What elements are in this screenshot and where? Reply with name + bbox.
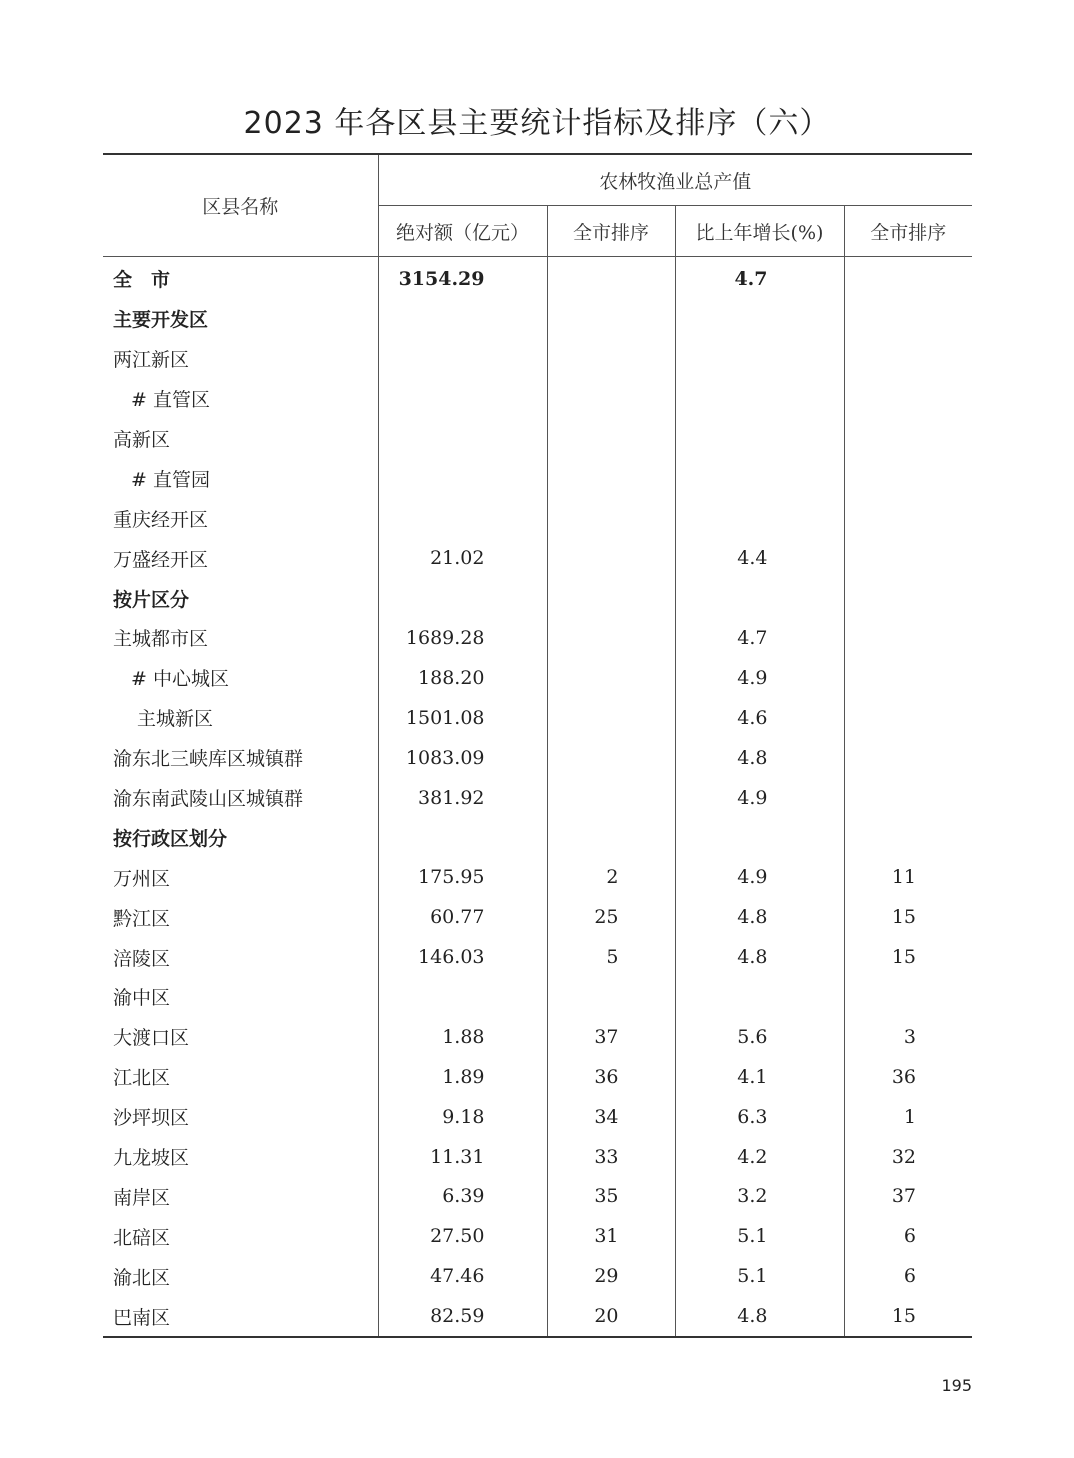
row-growth: 4.8 bbox=[675, 738, 844, 778]
table-row bbox=[103, 778, 972, 818]
table-row bbox=[103, 379, 972, 419]
row-growth-rank bbox=[844, 339, 972, 379]
table-row bbox=[103, 618, 972, 658]
row-amount bbox=[378, 299, 547, 339]
row-growth-rank: 15 bbox=[844, 897, 972, 937]
row-growth bbox=[675, 299, 844, 339]
row-name: 渝东南武陵山区城镇群 bbox=[113, 788, 304, 811]
row-amount-rank bbox=[547, 618, 675, 658]
table-row bbox=[103, 897, 972, 937]
row-growth: 4.2 bbox=[675, 1137, 844, 1177]
row-amount: 1501.08 bbox=[378, 698, 547, 738]
row-amount: 11.31 bbox=[378, 1137, 547, 1177]
row-growth bbox=[675, 977, 844, 1017]
row-growth bbox=[675, 458, 844, 498]
row-growth: 4.9 bbox=[675, 857, 844, 897]
row-growth-rank: 11 bbox=[844, 857, 972, 897]
row-name: 主城都市区 bbox=[113, 628, 209, 651]
row-name: 渝中区 bbox=[113, 987, 171, 1010]
row-growth-rank: 6 bbox=[844, 1256, 972, 1296]
row-name: 黔江区 bbox=[113, 907, 171, 930]
header-district-name: 区县名称 bbox=[103, 154, 378, 257]
table-row bbox=[103, 937, 972, 977]
table-header bbox=[103, 154, 972, 257]
table-row bbox=[103, 857, 972, 897]
row-amount-rank: 20 bbox=[547, 1296, 675, 1337]
row-growth-rank bbox=[844, 299, 972, 339]
row-name: 江北区 bbox=[113, 1067, 171, 1090]
row-amount-rank: 35 bbox=[547, 1176, 675, 1216]
row-growth-rank bbox=[844, 419, 972, 459]
row-amount-rank: 5 bbox=[547, 937, 675, 977]
row-amount-rank: 37 bbox=[547, 1017, 675, 1057]
row-amount-rank bbox=[547, 379, 675, 419]
row-amount bbox=[378, 817, 547, 857]
row-amount: 47.46 bbox=[378, 1256, 547, 1296]
row-growth-rank: 6 bbox=[844, 1216, 972, 1256]
row-amount: 1083.09 bbox=[378, 738, 547, 778]
row-growth-rank: 1 bbox=[844, 1097, 972, 1137]
row-amount: 27.50 bbox=[378, 1216, 547, 1256]
row-name: 主要开发区 bbox=[113, 309, 209, 332]
row-name: 九龙坡区 bbox=[113, 1147, 190, 1170]
table-row bbox=[103, 257, 972, 299]
table-row bbox=[103, 977, 972, 1017]
row-growth: 5.1 bbox=[675, 1256, 844, 1296]
row-growth-rank bbox=[844, 698, 972, 738]
table-row bbox=[103, 1216, 972, 1256]
row-growth-rank bbox=[844, 817, 972, 857]
row-growth: 4.8 bbox=[675, 937, 844, 977]
row-amount bbox=[378, 977, 547, 1017]
row-amount-rank: 25 bbox=[547, 897, 675, 937]
row-amount-rank: 2 bbox=[547, 857, 675, 897]
row-name: 北碚区 bbox=[113, 1226, 171, 1249]
table-row bbox=[103, 1017, 972, 1057]
table-row bbox=[103, 419, 972, 459]
row-growth-rank: 15 bbox=[844, 1296, 972, 1337]
row-growth: 4.4 bbox=[675, 538, 844, 578]
row-growth: 4.7 bbox=[675, 618, 844, 658]
row-growth: 4.9 bbox=[675, 778, 844, 818]
row-name: 主城新区 bbox=[137, 708, 214, 731]
row-growth-rank bbox=[844, 578, 972, 618]
row-amount bbox=[378, 458, 547, 498]
header-amount-rank: 全市排序 bbox=[547, 206, 675, 257]
row-name: 按行政区划分 bbox=[113, 827, 228, 850]
row-growth-rank bbox=[844, 458, 972, 498]
row-name: 南岸区 bbox=[113, 1186, 171, 1209]
row-name: 涪陵区 bbox=[113, 947, 171, 970]
header-growth: 比上年增长(%) bbox=[675, 206, 844, 257]
table-row bbox=[103, 1057, 972, 1097]
row-name: 渝北区 bbox=[113, 1266, 171, 1289]
row-growth: 4.7 bbox=[675, 257, 844, 299]
row-amount-rank bbox=[547, 538, 675, 578]
row-name: 按片区分 bbox=[113, 588, 190, 611]
table-row bbox=[103, 1097, 972, 1137]
row-amount: 21.02 bbox=[378, 538, 547, 578]
table-row bbox=[103, 817, 972, 857]
row-amount-rank bbox=[547, 977, 675, 1017]
row-growth bbox=[675, 817, 844, 857]
row-amount-rank bbox=[547, 498, 675, 538]
table-row bbox=[103, 498, 972, 538]
header-amount: 绝对额（亿元） bbox=[378, 206, 547, 257]
table-row bbox=[103, 578, 972, 618]
row-growth: 5.6 bbox=[675, 1017, 844, 1057]
table-row bbox=[103, 299, 972, 339]
row-growth-rank: 15 bbox=[844, 937, 972, 977]
row-amount-rank bbox=[547, 257, 675, 299]
row-name: 重庆经开区 bbox=[113, 508, 209, 531]
row-amount: 1689.28 bbox=[378, 618, 547, 658]
row-name: 巴南区 bbox=[113, 1306, 171, 1329]
row-amount-rank bbox=[547, 299, 675, 339]
row-amount: 188.20 bbox=[378, 658, 547, 698]
row-name: # 中心城区 bbox=[131, 668, 229, 691]
row-amount: 146.03 bbox=[378, 937, 547, 977]
row-growth-rank bbox=[844, 778, 972, 818]
row-amount bbox=[378, 339, 547, 379]
table-row bbox=[103, 658, 972, 698]
row-growth bbox=[675, 578, 844, 618]
page-title: 2023 年各区县主要统计指标及排序（六） bbox=[243, 106, 831, 141]
row-amount-rank bbox=[547, 778, 675, 818]
row-amount bbox=[378, 578, 547, 618]
row-amount: 3154.29 bbox=[378, 257, 547, 299]
row-growth: 4.9 bbox=[675, 658, 844, 698]
row-amount-rank: 34 bbox=[547, 1097, 675, 1137]
row-growth-rank bbox=[844, 498, 972, 538]
row-growth-rank bbox=[844, 658, 972, 698]
row-growth: 3.2 bbox=[675, 1176, 844, 1216]
row-amount-rank: 31 bbox=[547, 1216, 675, 1256]
row-growth-rank bbox=[844, 977, 972, 1017]
row-amount: 60.77 bbox=[378, 897, 547, 937]
row-name: 万州区 bbox=[113, 867, 171, 890]
row-amount bbox=[378, 498, 547, 538]
table-row bbox=[103, 339, 972, 379]
table-row bbox=[103, 738, 972, 778]
row-growth-rank: 3 bbox=[844, 1017, 972, 1057]
row-amount-rank bbox=[547, 817, 675, 857]
table-row bbox=[103, 1176, 972, 1216]
row-amount: 381.92 bbox=[378, 778, 547, 818]
row-growth bbox=[675, 379, 844, 419]
header-group-agri-output: 农林牧渔业总产值 bbox=[378, 154, 972, 206]
row-amount bbox=[378, 379, 547, 419]
row-growth bbox=[675, 498, 844, 538]
row-amount-rank bbox=[547, 339, 675, 379]
row-amount-rank bbox=[547, 698, 675, 738]
row-amount bbox=[378, 419, 547, 459]
row-amount-rank bbox=[547, 419, 675, 459]
row-amount: 1.89 bbox=[378, 1057, 547, 1097]
row-amount-rank: 33 bbox=[547, 1137, 675, 1177]
row-growth: 4.6 bbox=[675, 698, 844, 738]
row-amount-rank: 36 bbox=[547, 1057, 675, 1097]
table-body bbox=[103, 257, 972, 1338]
row-growth bbox=[675, 339, 844, 379]
row-growth-rank bbox=[844, 379, 972, 419]
table-row bbox=[103, 538, 972, 578]
row-amount: 175.95 bbox=[378, 857, 547, 897]
table-row bbox=[103, 1137, 972, 1177]
row-growth: 5.1 bbox=[675, 1216, 844, 1256]
header-growth-rank: 全市排序 bbox=[844, 206, 972, 257]
row-growth-rank bbox=[844, 738, 972, 778]
row-growth bbox=[675, 419, 844, 459]
row-name: 万盛经开区 bbox=[113, 548, 209, 571]
row-name: 高新区 bbox=[113, 429, 171, 451]
row-amount: 82.59 bbox=[378, 1296, 547, 1337]
table-row bbox=[103, 698, 972, 738]
row-name: 沙坪坝区 bbox=[113, 1107, 190, 1130]
row-amount-rank bbox=[547, 738, 675, 778]
row-name: 全 市 bbox=[113, 269, 171, 292]
row-name: 渝东北三峡库区城镇群 bbox=[113, 748, 304, 771]
row-growth-rank bbox=[844, 538, 972, 578]
row-amount-rank bbox=[547, 458, 675, 498]
row-growth: 4.8 bbox=[675, 1296, 844, 1337]
row-growth: 4.8 bbox=[675, 897, 844, 937]
row-name: # 直管区 bbox=[131, 389, 210, 412]
row-growth: 4.1 bbox=[675, 1057, 844, 1097]
row-amount-rank bbox=[547, 658, 675, 698]
page-number: 195 bbox=[941, 1376, 972, 1395]
table-row bbox=[103, 1296, 972, 1337]
row-amount-rank bbox=[547, 578, 675, 618]
row-growth-rank: 36 bbox=[844, 1057, 972, 1097]
row-amount: 1.88 bbox=[378, 1017, 547, 1057]
row-name: 两江新区 bbox=[113, 349, 190, 372]
table-row bbox=[103, 458, 972, 498]
row-growth-rank: 37 bbox=[844, 1176, 972, 1216]
row-name: # 直管园 bbox=[131, 468, 210, 491]
row-amount: 6.39 bbox=[378, 1176, 547, 1216]
row-growth-rank bbox=[844, 618, 972, 658]
row-growth-rank bbox=[844, 257, 972, 299]
row-amount-rank: 29 bbox=[547, 1256, 675, 1296]
row-growth: 6.3 bbox=[675, 1097, 844, 1137]
table-row bbox=[103, 1256, 972, 1296]
row-growth-rank: 32 bbox=[844, 1137, 972, 1177]
row-name: 大渡口区 bbox=[113, 1027, 190, 1050]
row-amount: 9.18 bbox=[378, 1097, 547, 1137]
statistics-table bbox=[103, 153, 972, 1338]
